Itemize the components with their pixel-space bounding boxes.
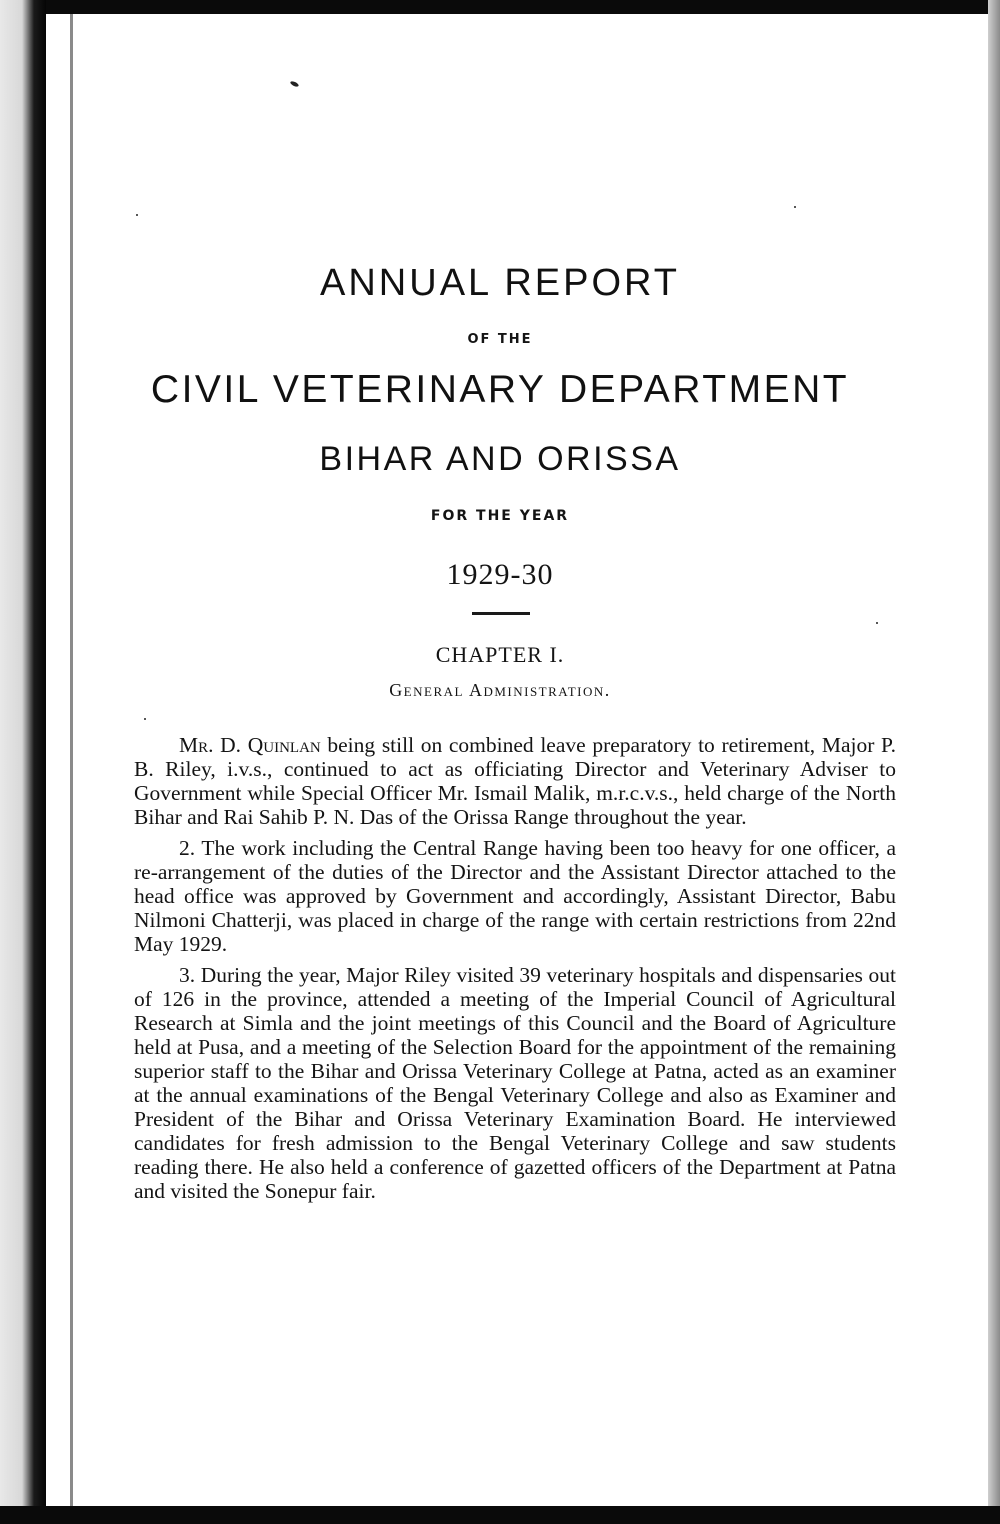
- paragraph-2: [134, 836, 896, 956]
- scan-border-bottom: [0, 1506, 1000, 1524]
- department-title: CIVIL VETERINARY DEPARTMENT: [150, 368, 850, 411]
- paragraph-1: [134, 733, 896, 829]
- chapter-subheading: General Administration.: [389, 680, 611, 700]
- scan-border-top: [0, 0, 1000, 14]
- scan-speck: [876, 622, 878, 624]
- scan-border-right: [988, 0, 1000, 1524]
- paragraph-text: 2. The work including the Central Range having been too heavy for one officer, a re-arrangement of the duties of the Director and the Assistant Director attached to the head office was approved by Government and accordingly, Assistant Director, Babu Nilmoni Chatterji, was placed in charge of the range with certain restrictions from 22nd May 1929.: [134, 836, 896, 956]
- scan-speck: [794, 206, 796, 208]
- paragraph-3: [134, 963, 896, 1203]
- paragraph-text: being still on combined leave preparatory to retirement, Major P. B. Riley, i.v.s., continued to act as officiating Director and Veterinary Adviser to Government while Special Officer Mr. Ismail Malik, m.r.c.v.s., held charge of the North Bihar and Rai Sahib P. N. Das of the Orissa Range throughout the year.: [134, 733, 896, 829]
- page-binding-line: [70, 14, 73, 1506]
- scan-speck: [290, 80, 300, 87]
- report-year: 1929-30: [446, 558, 554, 591]
- report-title: ANNUAL REPORT: [320, 262, 680, 304]
- scan-speck: [144, 718, 146, 720]
- scan-speck: [136, 214, 138, 216]
- scan-border-left: [0, 0, 46, 1524]
- title-for-the-year: FOR THE YEAR: [430, 508, 570, 524]
- province-title: BIHAR AND ORISSA: [319, 440, 681, 478]
- title-of-the: OF THE: [467, 332, 533, 347]
- chapter-heading: CHAPTER I.: [435, 642, 565, 667]
- title-divider: [472, 612, 530, 615]
- paragraph-text: 3. During the year, Major Riley visited 39 veterinary hospitals and dispensaries out of 126 in the province, attended a meeting of the Imperial Council of Agricultural Research at Simla and the joint meetings of this Council and the Board of Agriculture held at Pusa, and a meeting of the Selection Board for the appointment of the remaining superior staff to the Bihar and Orissa Veterinary College at Patna, acted as an examiner at the annual examinations of the Bengal Veterinary College and also as Examiner and President of the Bihar and Orissa Veterinary Examination Board. He interviewed candidates for fresh admission to the Bengal Veterinary College and saw students reading there. He also held a conference of gazetted officers of the Department at Patna and visited the Sonepur fair.: [134, 963, 896, 1203]
- report-body: [134, 733, 896, 1210]
- paragraph-lead: Mr. D. Quinlan: [179, 733, 321, 757]
